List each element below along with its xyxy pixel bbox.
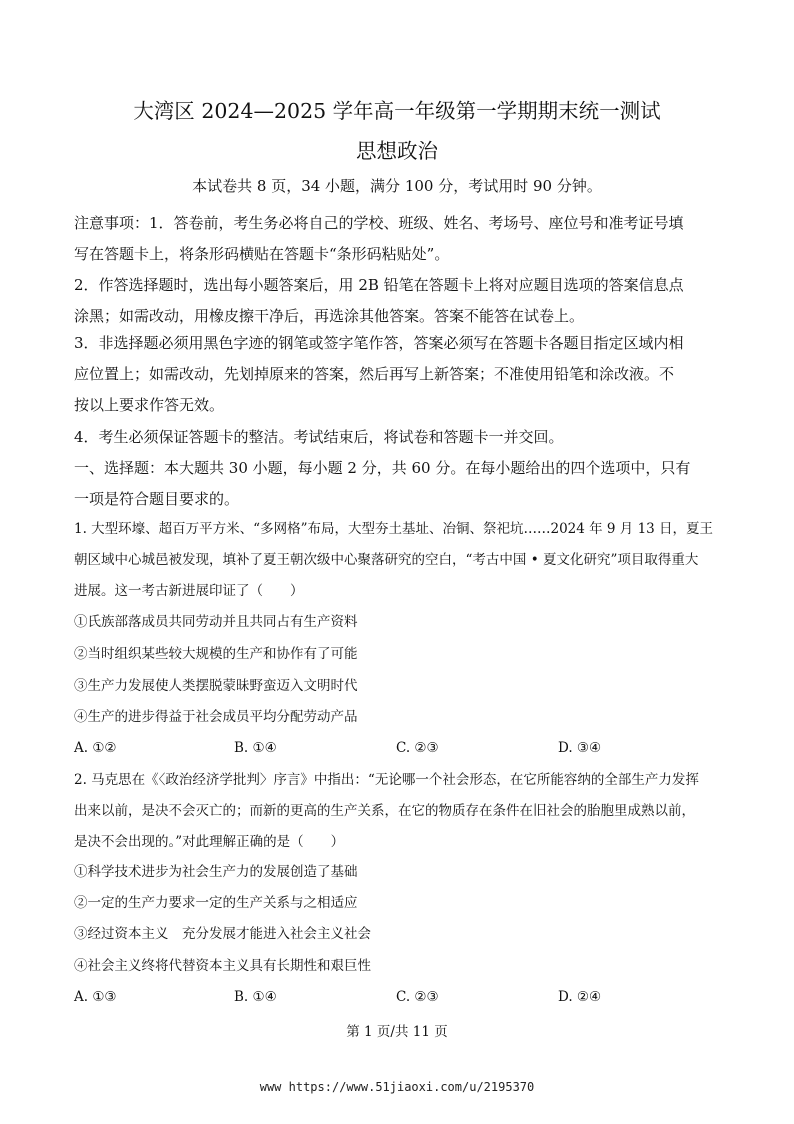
question-1-item-4: ④生产的进步得益于社会成员平均分配劳动产品: [74, 709, 358, 725]
question-2-item-1: ①科学技术进步为社会生产力的发展创造了基础: [74, 864, 358, 880]
question-2-choice-a[interactable]: A. ①③: [74, 989, 117, 1005]
notice-3-line-3: 按以上要求作答无效。: [74, 396, 225, 414]
notice-3: [74, 328, 724, 421]
subject-title: 思想政治: [356, 139, 438, 163]
question-1-item-2: ②当时组织某些较大规模的生产和协作有了可能: [74, 646, 358, 662]
question-1-choice-b[interactable]: B. ①④: [234, 740, 277, 756]
notice-1-line-1: 注意事项：1．答卷前，考生务必将自己的学校、班级、姓名、考场号、座位号和准考证号填: [74, 214, 684, 232]
question-2-stem-line-2: 出来以前，是决不会灭亡的；而新的更高的生产关系，在它的物质存在条件在旧社会的胎胞里成熟以前，: [74, 803, 695, 819]
notice-1: [74, 208, 724, 270]
question-1-choice-c[interactable]: C. ②③: [396, 740, 439, 756]
question-2-stem-line-1: 2. 马克思在《〈政治经济学批判〉序言》中指出：“无论哪一个社会形态，在它所能容纳的全部生产力发挥: [74, 772, 699, 788]
question-1-stem-line-1: 1. 大型环壕、超百万平方米、“多网格”布局，大型夯土基址、冶铜、祭祀坑……2024 年 9 月 13 日，夏王: [74, 521, 714, 537]
notice-4: [74, 422, 724, 453]
question-2-item-2: ②一定的生产力要求一定的生产关系与之相适应: [74, 895, 358, 911]
watermark-link[interactable]: www https://www.51jiaoxi.com/u/2195370: [259, 1080, 535, 1094]
exam-title: 大湾区 2024—2025 学年高一年级第一学期期末统一测试: [133, 99, 661, 123]
question-1-stem: [74, 514, 724, 607]
question-2-choice-c[interactable]: C. ②③: [396, 989, 439, 1005]
notice-1-line-2: 写在答题卡上，将条形码横贴在答题卡“条形码粘贴处”。: [74, 245, 450, 263]
exam-info: 本试卷共 8 页，34 小题，满分 100 分，考试用时 90 分钟。: [192, 177, 602, 195]
question-2-item-4: ④社会主义终将代替资本主义具有长期性和艰巨性: [74, 958, 371, 974]
question-2-item-3: ③经过资本主义 充分发展才能进入社会主义社会: [74, 926, 371, 942]
question-2-choice-b[interactable]: B. ①④: [234, 989, 277, 1005]
question-1-stem-line-3: 进展。这一考古新进展印证了（ ）: [74, 583, 304, 599]
notice-3-line-2: 应位置上；如需改动，先划掉原来的答案，然后再写上新答案；不准使用铅笔和涂改液。不: [74, 365, 675, 383]
notice-2: [74, 270, 724, 332]
question-1-item-1: ①氏族部落成员共同劳动并且共同占有生产资料: [74, 614, 358, 630]
question-1-choices: [74, 736, 724, 760]
section-line-1: 一、选择题：本大题共 30 小题，每小题 2 分，共 60 分。在每小题给出的四个选项中，只有: [74, 459, 691, 477]
notice-2-line-2: 涂黑；如需改动，用橡皮擦干净后，再选涂其他答案。答案不能答在试卷上。: [74, 307, 585, 325]
notice-3-line-1: 3．非选择题必须用黑色字迹的钢笔或签字笔作答，答案必须写在答题卡各题目指定区域内相: [74, 334, 684, 352]
question-1-choice-d[interactable]: D. ③④: [558, 740, 602, 756]
question-2-choice-d[interactable]: D. ②④: [558, 989, 602, 1005]
question-1-stem-line-2: 朝区域中心城邑被发现，填补了夏王朝次级中心聚落研究的空白，“考古中国 • 夏文化研究”项目取得重大: [74, 552, 699, 568]
notice-4-line-1: 4．考生必须保证答题卡的整洁。考试结束后，将试卷和答题卡一并交回。: [74, 428, 564, 446]
question-2-stem: [74, 765, 724, 858]
notice-2-line-1: 2．作答选择题时，选出每小题答案后，用 2B 铅笔在答题卡上将对应题目选项的答案信息点: [74, 276, 684, 294]
question-2-choices: [74, 985, 724, 1009]
question-1-item-3: ③生产力发展使人类摆脱蒙昧野蛮迈入文明时代: [74, 678, 358, 694]
section-line-2: 一项是符合题目要求的。: [74, 490, 240, 508]
section-heading: [74, 453, 724, 515]
question-2-stem-line-3: 是决不会出现的。”对此理解正确的是（ ）: [74, 834, 345, 850]
question-1-choice-a[interactable]: A. ①②: [74, 740, 117, 756]
page-number: 第 1 页/共 11 页: [346, 1024, 448, 1040]
